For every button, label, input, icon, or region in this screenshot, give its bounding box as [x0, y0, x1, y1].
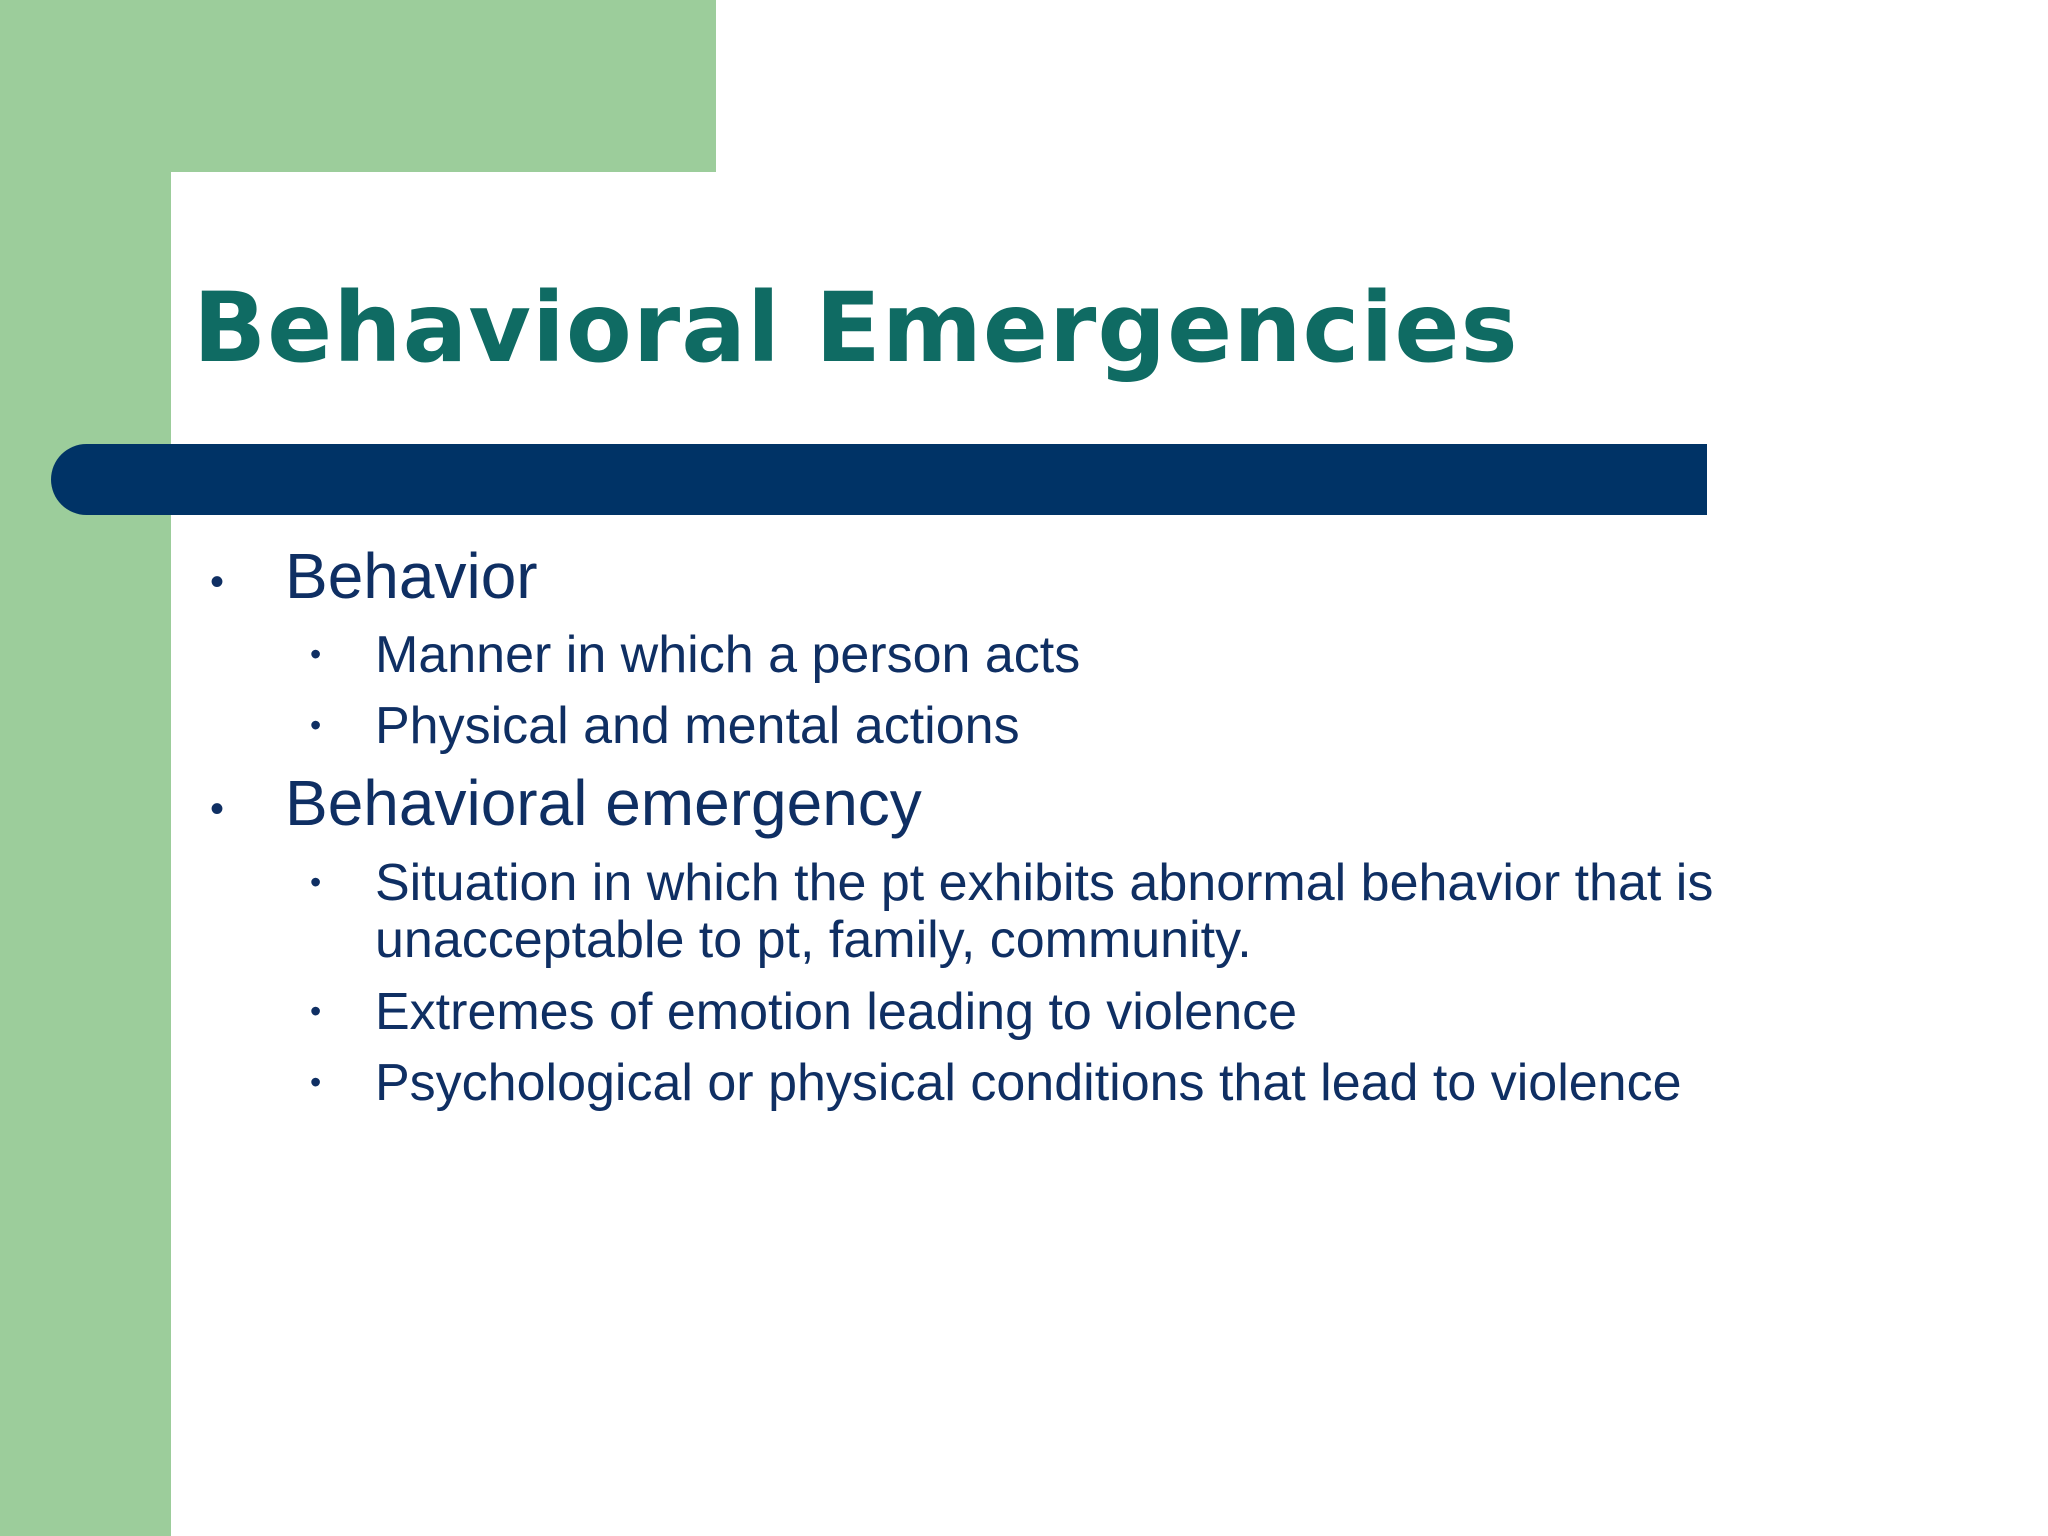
sub-bullet-dot: • [310, 993, 322, 1029]
bullet-item-level2: Extremes of emotion leading to violence [375, 983, 1298, 1041]
bullet-dot: • [210, 787, 225, 831]
title-underline-bar [51, 444, 1707, 515]
green-left-band [0, 0, 171, 1536]
bullet-item-level2: Physical and mental actions [375, 697, 1020, 755]
sub-bullet-dot: • [310, 1064, 322, 1100]
sub-bullet-dot: • [310, 864, 322, 900]
slide-title: Behavioral Emergencies [193, 272, 1519, 384]
bullet-item-level1: Behavioral emergency [285, 767, 922, 839]
bullet-dot: • [210, 560, 225, 604]
sub-bullet-dot: • [310, 707, 322, 743]
sub-bullet-dot: • [310, 636, 322, 672]
bullet-item-level2: Situation in which the pt exhibits abnormal behavior that is [375, 854, 1714, 912]
bullet-item-level1: Behavior [285, 540, 538, 612]
bullet-item-level2-continuation: unacceptable to pt, family, community. [375, 911, 1252, 969]
bullet-item-level2: Manner in which a person acts [375, 626, 1081, 684]
bullet-item-level2: Psychological or physical conditions that lead to violence [375, 1054, 1682, 1112]
